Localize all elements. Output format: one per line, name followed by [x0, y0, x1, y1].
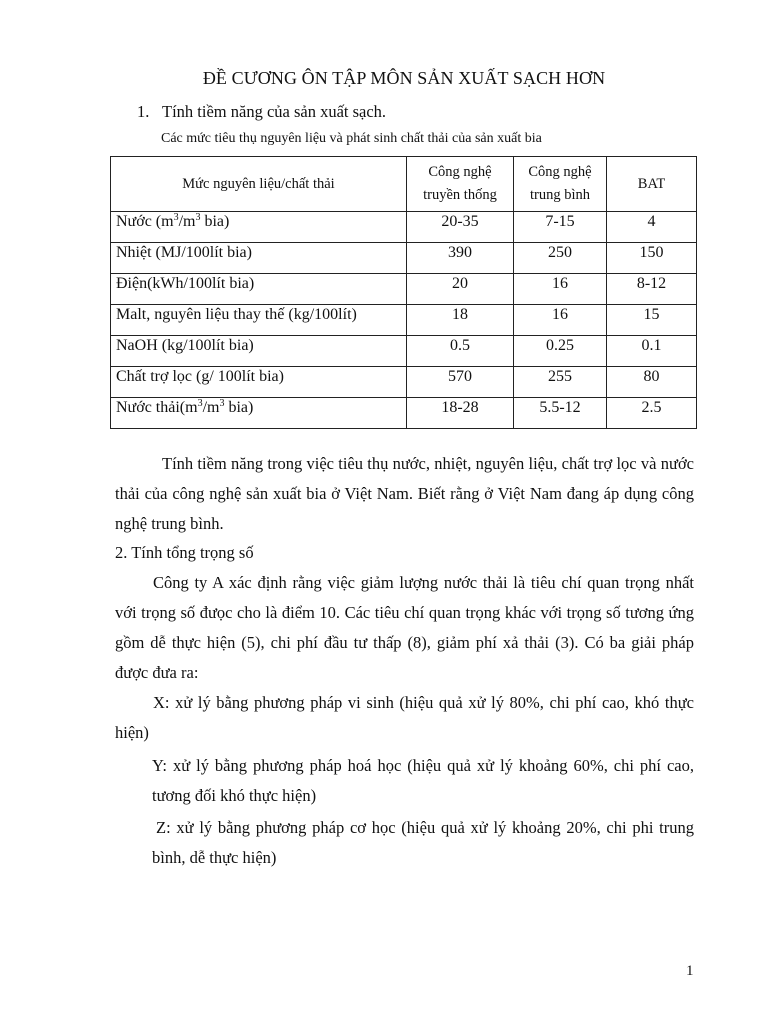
table-row	[111, 274, 697, 305]
row-label-electricity: Điện(kWh/100lít bia)	[111, 274, 407, 305]
table-row	[111, 398, 697, 429]
option-z: Z: xử lý bằng phương pháp cơ học (hiệu quả xử lý khoảng 20%, chi phi trung bình, dễ thực hiện)	[152, 818, 694, 867]
cell-average: 7-15	[514, 212, 607, 243]
table-row	[111, 243, 697, 274]
cell-traditional: 20	[407, 274, 514, 305]
paragraph-potential: Tính tiềm năng trong việc tiêu thụ nước, nhiệt, nguyên liệu, chất trợ lọc và nước thải của công nghệ sản xuất bia ở Việt Nam. Biết rằng ở Việt Nam đang áp dụng công nghệ trung bình.	[115, 454, 694, 533]
cell-average: 255	[514, 367, 607, 398]
option-y: Y: xử lý bằng phương pháp hoá học (hiệu quả xử lý khoảng 60%, chi phí cao, tương đối khó thực hiện)	[152, 756, 694, 805]
header-material: Mức nguyên liệu/chất thải	[111, 157, 407, 212]
row-label-filter-aid: Chất trợ lọc (g/ 100lít bia)	[111, 367, 407, 398]
table-row	[111, 305, 697, 336]
consumption-table	[110, 156, 697, 429]
cell-average: 0.25	[514, 336, 607, 367]
cell-bat: 8-12	[607, 274, 697, 305]
cell-bat: 15	[607, 305, 697, 336]
cell-traditional: 390	[407, 243, 514, 274]
row-label-naoh: NaOH (kg/100lít bia)	[111, 336, 407, 367]
row-label-water: Nước ($m^3/m^3$ bia)	[111, 212, 407, 243]
page-number: 1	[686, 963, 694, 979]
cell-traditional: 18-28	[407, 398, 514, 429]
document-title: ĐỀ CƯƠNG ÔN TẬP MÔN SẢN XUẤT SẠCH HƠN	[202, 68, 606, 88]
cell-traditional: 0.5	[407, 336, 514, 367]
cell-traditional: 20-35	[407, 212, 514, 243]
cell-average: 5.5-12	[514, 398, 607, 429]
cell-traditional: 570	[407, 367, 514, 398]
row-label-wastewater: Nước $thải(m^3/m^3$ bia)	[111, 398, 407, 429]
row-label-malt: Malt, nguyên liệu thay thế (kg/100lít)	[111, 305, 407, 336]
table-row	[111, 336, 697, 367]
header-bat: BAT	[607, 157, 697, 212]
section-1-text: Tính tiềm năng của sản xuất sạch.	[162, 102, 387, 121]
table-caption: Các mức tiêu thụ nguyên liệu và phát sinh chất thải của sản xuất bia	[161, 131, 542, 146]
section-1-number: 1.	[137, 102, 150, 121]
cell-bat: 4	[607, 212, 697, 243]
cell-average: 250	[514, 243, 607, 274]
cell-bat: 0.1	[607, 336, 697, 367]
header-traditional-line1: Công nghệ	[428, 164, 492, 180]
cell-bat: 2.5	[607, 398, 697, 429]
cell-bat: 150	[607, 243, 697, 274]
row-label-heat: Nhiệt (MJ/100lít bia)	[111, 243, 407, 274]
table-row	[111, 212, 697, 243]
header-traditional	[407, 157, 514, 212]
paragraph-criteria: Công ty A xác định rằng việc giảm lượng nước thải là tiêu chí quan trọng nhất với trọng số đưọc cho là điểm 10. Các tiêu chí quan trọng khác với trọng số tương ứng gồm dễ thực hiện (5), chi phí đầu tư thấp (8), giảm phí xả thải (3). Có ba giải pháp được đưa ra:	[115, 573, 694, 682]
cell-bat: 80	[607, 367, 697, 398]
cell-average: 16	[514, 305, 607, 336]
table-header-row	[111, 157, 697, 212]
table-row	[111, 367, 697, 398]
cell-average: 16	[514, 274, 607, 305]
option-x: X: xử lý bằng phương pháp vi sinh (hiệu quả xử lý 80%, chi phí cao, khó thực hiện)	[115, 693, 694, 742]
section-2-heading: 2. Tính tổng trọng số	[115, 543, 254, 562]
cell-traditional: 18	[407, 305, 514, 336]
header-traditional-line2: truyền thống	[423, 187, 497, 203]
section-1-heading	[137, 102, 386, 122]
header-average-line2: trung bình	[529, 187, 590, 203]
header-average	[514, 157, 607, 212]
header-average-line1: Công nghệ	[528, 164, 592, 180]
